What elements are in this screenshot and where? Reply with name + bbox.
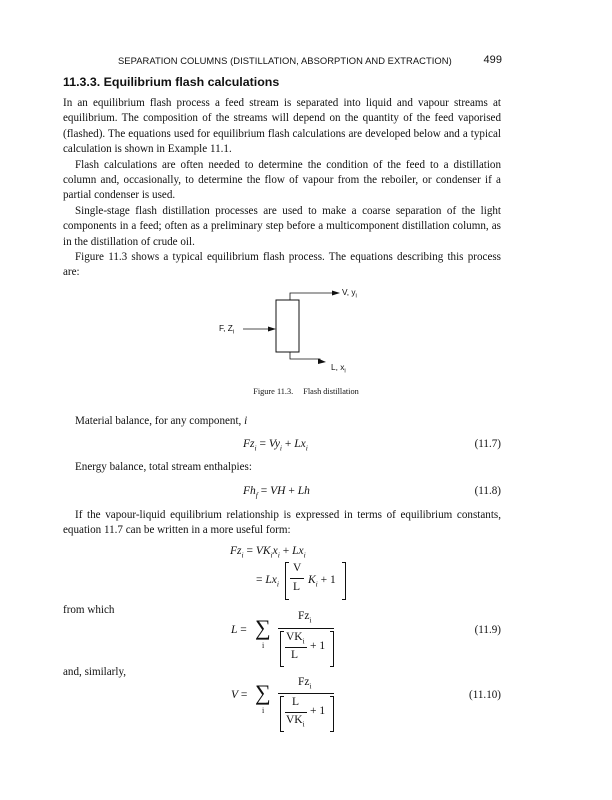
paragraph-3: Single-stage flash distillation processes are used to make a coarse separation of the light components in a feed; often as a preliminary step before a multicomponent distillation column, as in the distillation of crude oil. xyxy=(63,204,501,248)
feed-arrow-icon xyxy=(268,327,276,332)
equation-number-11-10: (11.10) xyxy=(469,689,501,701)
equation-11-8: $Fh_f$ = VH + Lh xyxy=(243,485,310,500)
caption-number: Figure 11.3. xyxy=(253,387,294,396)
liquid-line xyxy=(290,352,320,361)
vapour-arrow-icon xyxy=(332,291,340,296)
from-which-text: from which xyxy=(63,604,115,616)
vapour-line xyxy=(290,293,332,300)
liquid-arrow-icon xyxy=(318,359,326,365)
running-header xyxy=(118,55,502,66)
and-similarly-text: and, similarly, xyxy=(63,666,127,678)
flash-drum xyxy=(276,300,299,352)
equilibrium-paragraph: If the vapour-liquid equilibrium relationship is expressed in terms of equilibrium constants, equation 11.7 can be written in a more useful form: xyxy=(63,509,501,537)
running-title: SEPARATION COLUMNS (DISTILLATION, ABSORPTION AND EXTRACTION) xyxy=(118,55,452,66)
material-balance-text: Material balance, for any component, i xyxy=(75,415,248,427)
page-number: 499 xyxy=(483,54,502,66)
section-title: 11.3.3. Equilibrium flash calculations xyxy=(63,75,280,89)
flash-distillation-figure xyxy=(200,282,400,374)
liquid-label: L, $x_i$ xyxy=(331,362,346,375)
equation-number-11-8: (11.8) xyxy=(474,485,501,497)
paragraph-1: In an equilibrium flash process a feed stream is separated into liquid and vapour streams at equilibrium. The composition of the streams will depend on the quantity of the feed vaporised (flashed). The equations used for equilibrium flash calculations are developed below and a typical calculation is shown in Example 11.1. xyxy=(63,97,501,156)
paragraph-4: Figure 11.3 shows a typical equilibrium flash process. The equations describing this process are: xyxy=(63,251,501,279)
equation-number-11-7: (11.7) xyxy=(474,438,501,450)
energy-balance-text: Energy balance, total stream enthalpies: xyxy=(75,461,252,473)
page: SEPARATION COLUMNS (DISTILLATION, ABSORPTION AND EXTRACTION) 499 11.3.3. Equilibrium flash calculations In an equilibrium flash process a feed stream is separated into liquid and vapour streams at equilibrium. The composition of the streams will depend on the quantity of the feed vaporised (flashed). The equations used for equilibrium flash calculations are developed below and a typical calculation is shown in Example 11.1. Flash calculations are often needed to determine the condition of the feed to a distillation column and, occasionally, to determine the flow of vapour from the reboiler, or condenser if a partial condenser is used. Single-stage flash distillation processes are used to make a coarse separation of the light components in a feed; often as a preliminary step before a multicomponent distillation column, as in the distillation of crude oil. Figure 11.3 shows a typical equilibrium flash process. The equations describing this process are: V, $y_i$ F, $Z_i$ L, $x_i$ Figure 11.3. Flash distillation Material balance, for any component, i $Fz_i = Vy_i + Lx_i$ (11.7) Energy balance, total stream enthalpies: $Fh_f$ = VH + Lh (11.8) If the vapour-liquid equilibrium relationship is expressed in terms of equilibrium constants, equation 11.7 can be written in a more useful form: $Fz_i = VK_ix_i + Lx_i$ = $Lx_i$ V L $K_i + 1$ from which L = ∑ i $Fz_i$ $VK_i$ L + 1 (11.9) and, similarly, V = ∑ i $Fz_i$ L $VK_i$ + 1 (11.10) xyxy=(0,0,612,800)
feed-label: F, $Z_i$ xyxy=(219,323,235,336)
figure-caption xyxy=(0,387,612,396)
equation-k-form: $Fz_i = VK_ix_i + Lx_i$ xyxy=(230,545,306,560)
equation-11-7: $Fz_i = Vy_i + Lx_i$ xyxy=(243,438,308,453)
caption-text: Flash distillation xyxy=(303,387,359,396)
equation-number-11-9: (11.9) xyxy=(474,624,501,636)
body-text xyxy=(63,96,501,281)
vapour-label: V, $y_i$ xyxy=(342,287,357,300)
paragraph-2: Flash calculations are often needed to determine the condition of the feed to a distillation column and, occasionally, to determine the flow of vapour from the reboiler, or condenser if a partial condenser is used. xyxy=(63,158,501,202)
